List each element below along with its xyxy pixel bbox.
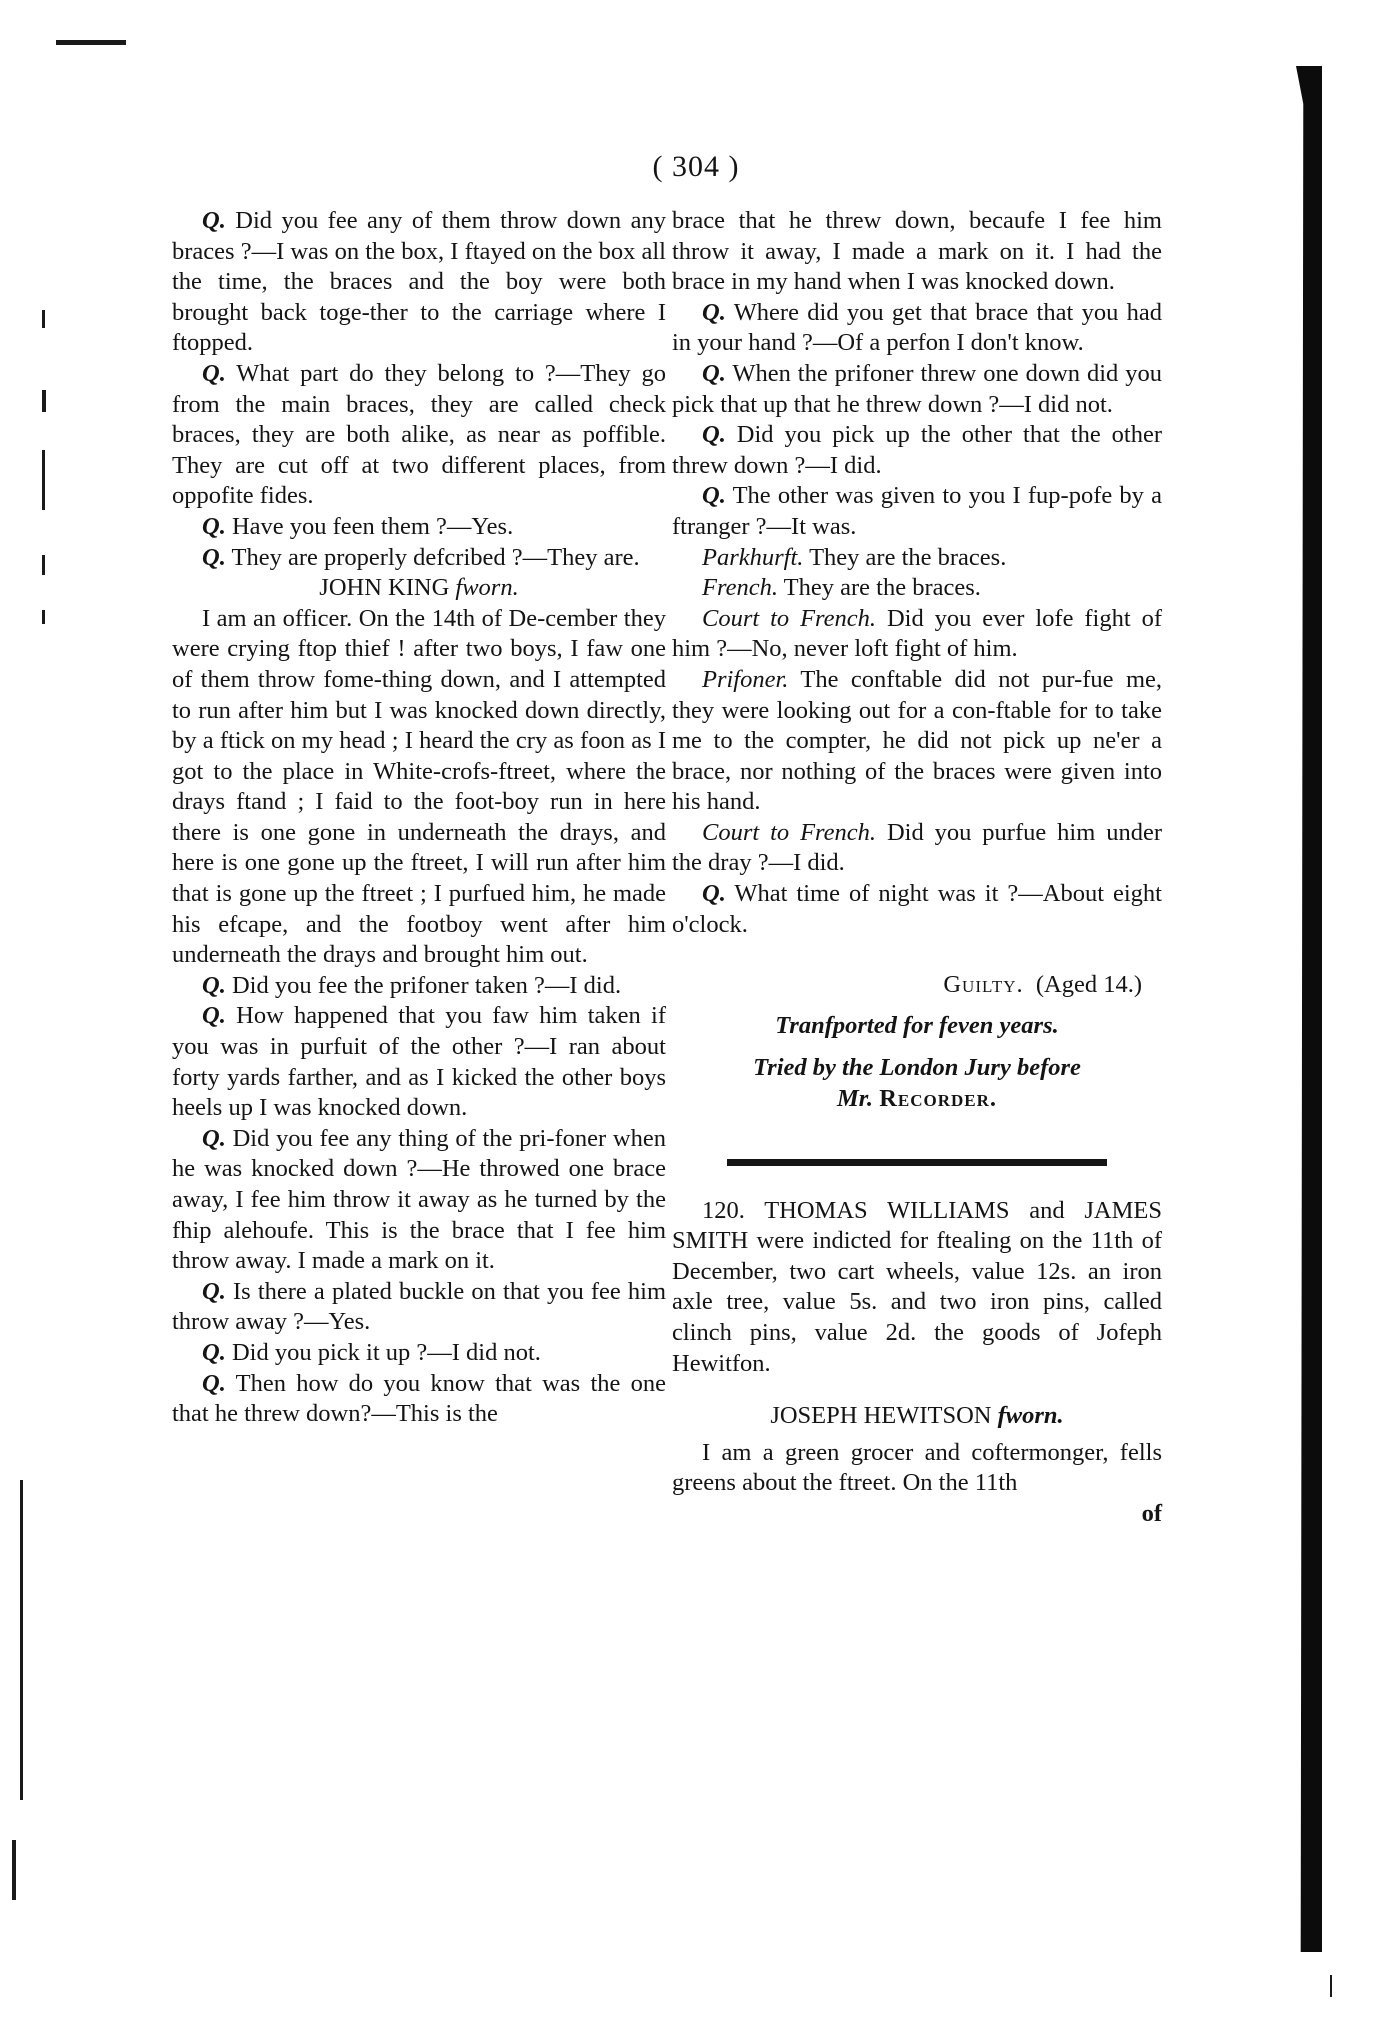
verdict-block — [672, 970, 1162, 1114]
qa-paragraph — [172, 1338, 666, 1369]
qa-paragraph — [172, 971, 666, 1002]
qa-paragraph — [172, 543, 666, 574]
qa-paragraph — [672, 481, 1162, 542]
speaker-paragraph — [672, 818, 1162, 879]
question-mark-label: Q. — [702, 482, 726, 510]
witness-heading — [672, 1401, 1162, 1432]
recorder-line — [672, 1084, 1162, 1115]
case-indictment-paragraph: 120. THOMAS WILLIAMS and JAMES SMITH were indicted for ftealing on the 11th of December, two cart wheels, value 12s. an iron axle tree, value 5s. and two iron pins, called clinch pins, value 2d. the goods of Jofeph Hewitfon. — [672, 1196, 1162, 1377]
page-number: ( 304 ) — [652, 150, 740, 183]
recorder-label: Recorder. — [879, 1085, 998, 1113]
paragraph-text: Have you feen them ?—Yes. — [231, 512, 514, 540]
paragraph-text: Did you fee any of them throw down any braces ?—I was on the box, I ftayed on the box all the time, the braces and the boy were both brought back toge-ther to the carriage where I ftopped. — [172, 207, 667, 357]
question-mark-label: Q. — [202, 1002, 226, 1030]
qa-paragraph — [172, 1277, 666, 1338]
tried-line: Tried by the London Jury before — [753, 1054, 1081, 1082]
verdict-line — [672, 970, 1162, 1001]
qa-paragraph — [172, 1001, 666, 1123]
question-mark-label: Q. — [202, 512, 226, 540]
speaker-paragraph — [672, 543, 1162, 574]
section-divider — [727, 1159, 1107, 1166]
qa-paragraph — [672, 359, 1162, 420]
scan-speck — [42, 555, 45, 575]
scan-speck — [42, 390, 46, 412]
sentence-line: Tranfported for feven years. — [775, 1011, 1059, 1039]
sworn-label: fworn. — [455, 574, 519, 602]
question-mark-label: Q. — [202, 207, 226, 234]
speaker-paragraph — [672, 573, 1162, 604]
scan-speck — [12, 1840, 16, 1900]
catchword: of — [1141, 1499, 1162, 1527]
paragraph-text: What part do they belong to ?—They go from the main braces, they are called check braces, they are both alike, as near as poffible. They are cut off at two different places, from oppofite fides. — [172, 359, 667, 510]
paragraph-text: Did you pick up the other that the other threw down ?—I did. — [672, 421, 1162, 479]
right-column — [672, 206, 1162, 1530]
paragraph-text: Did you pick it up ?—I did not. — [231, 1338, 541, 1366]
qa-paragraph — [672, 879, 1162, 940]
paragraph-text: Did you fee the prifoner taken ?—I did. — [231, 971, 622, 999]
paragraph-text: Is there a plated buckle on that you fee him throw away ?—Yes. — [172, 1277, 667, 1336]
qa-paragraph — [172, 1369, 666, 1430]
qa-paragraph — [672, 420, 1162, 481]
speaker-label: Court to French. — [702, 818, 877, 846]
question-mark-label: Q. — [202, 543, 226, 571]
sworn-label: fworn. — [997, 1402, 1064, 1430]
qa-paragraph — [172, 359, 666, 512]
witness-heading — [172, 573, 666, 604]
question-mark-label: Q. — [702, 880, 726, 908]
scan-speck — [42, 610, 45, 624]
question-mark-label: Q. — [202, 1369, 226, 1397]
qa-paragraph — [672, 298, 1162, 359]
speaker-paragraph — [672, 604, 1162, 665]
witness-name: JOHN KING — [319, 574, 450, 602]
paragraph-text: What time of night was it ?—About eight o'clock. — [672, 880, 1162, 938]
paragraph-text: They are properly defcribed ?—They are. — [231, 543, 640, 571]
left-column — [172, 206, 666, 1430]
paragraph-text: Then how do you know that was the one that he threw down?—This is the — [172, 1369, 666, 1428]
paragraph-text: Where did you get that brace that you had in your hand ?—Of a perfon I don't know. — [672, 298, 1162, 357]
paragraph-text: They are the braces. — [809, 543, 1007, 571]
paragraph-text: The conftable did not pur-fue me, they were looking out for a con-ftable for to take me to the compter, he did not pick up ne'er a brace, nor nothing of the braces were given into his hand. — [672, 665, 1163, 816]
qa-paragraph — [172, 206, 666, 359]
mr-label: Mr. — [836, 1085, 874, 1113]
question-mark-label: Q. — [202, 1338, 226, 1366]
paragraph-text: Did you purfue him under the dray ?—I did. — [672, 818, 1162, 877]
question-mark-label: Q. — [202, 971, 226, 999]
guilty-label: Guilty. — [943, 971, 1024, 999]
scan-edge-shadow — [1296, 66, 1322, 1952]
speaker-label: French. — [702, 574, 778, 602]
paragraph-text: Did you fee any thing of the pri-foner when he was knocked down ?—He throwed one brace away, I fee him throw it away as he turned by the fhip alehoufe. This is the brace that I fee him throw away. I made a mark on it. — [172, 1124, 667, 1275]
speaker-label: Court to French. — [702, 604, 877, 632]
paragraph-text: The other was given to you I fup-pofe by a ftranger ?—It was. — [672, 482, 1163, 540]
age-label: (Aged 14.) — [1035, 971, 1142, 999]
scan-speck — [42, 450, 45, 510]
testimony-paragraph: I am an officer. On the 14th of De-cember they were crying ftop thief ! after two boys, I faw one of them throw fome-thing down, and I attempted to run after him but I was knocked down directly, by a ftick on my head ; I heard the cry as foon as I got to the place in White-crofs-ftreet, where the drays ftand ; I faid to the foot-boy run in here there is one gone in underneath the drays, and here is one gone up the ftreet, I will run after him that is gone up the ftreet ; I purfued him, he made his efcape, and the footboy went after him underneath the drays and brought him out. — [172, 604, 666, 969]
speaker-paragraph — [672, 665, 1162, 818]
witness-name: JOSEPH HEWITSON — [770, 1402, 992, 1430]
question-mark-label: Q. — [702, 298, 726, 326]
question-mark-label: Q. — [202, 359, 226, 387]
testimony-paragraph: I am a green grocer and coftermonger, fells greens about the ftreet. On the 11th — [672, 1438, 1162, 1497]
continued-paragraph: brace that he threw down, becaufe I fee him throw it away, I made a mark on it. I had the brace in my hand when I was knocked down. — [672, 207, 1162, 296]
scan-speck — [1330, 1975, 1332, 1997]
paragraph-text: When the prifoner threw one down did you pick that up that he threw down ?—I did not. — [672, 359, 1162, 418]
qa-paragraph — [172, 512, 666, 543]
question-mark-label: Q. — [202, 1124, 226, 1152]
question-mark-label: Q. — [702, 359, 726, 387]
paragraph-text: They are the braces. — [783, 574, 981, 602]
speaker-label: Parkhurft. — [702, 543, 804, 571]
scan-speck — [42, 310, 45, 328]
question-mark-label: Q. — [702, 421, 726, 449]
qa-paragraph — [172, 1124, 666, 1277]
question-mark-label: Q. — [202, 1277, 226, 1305]
paragraph-text: How happened that you faw him taken if you was in purfuit of the other ?—I ran about forty yards farther, and as I kicked the other boys heels up I was knocked down. — [172, 1002, 667, 1122]
scan-speck — [20, 1480, 23, 1800]
speaker-label: Prifoner. — [702, 665, 789, 693]
scan-speck — [56, 40, 126, 45]
paragraph-text: Did you ever lofe fight of him ?—No, never loft fight of him. — [672, 604, 1162, 663]
